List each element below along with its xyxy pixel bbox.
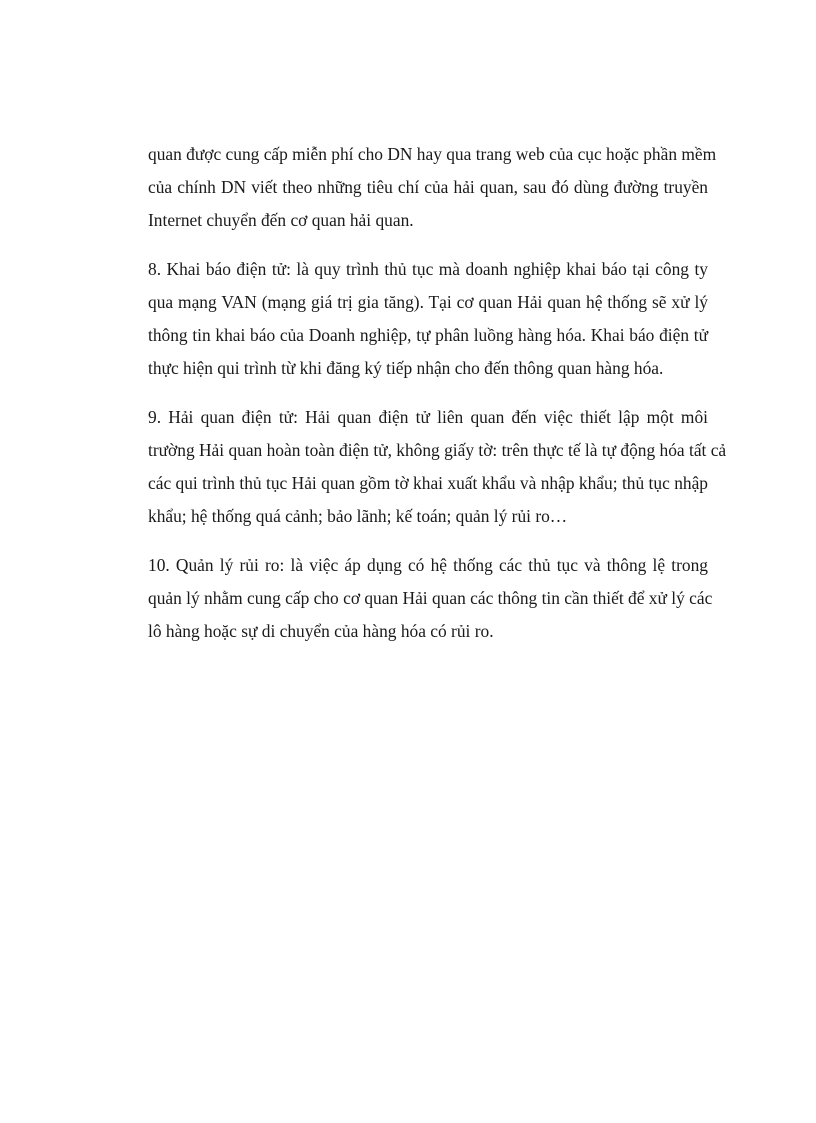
paragraph-line: của chính DN viết theo những tiêu chí của hải quan, sau đó dùng đường truyền: [148, 177, 708, 197]
paragraph-line: thực hiện qui trình từ khi đăng ký tiếp nhận cho đến thông quan hàng hóa.: [148, 358, 664, 378]
paragraph-line: [148, 258, 708, 280]
paragraph-line: quản lý nhằm cung cấp cho cơ quan Hải quan các thông tin cần thiết để xử lý các: [148, 588, 713, 608]
paragraph-line: quan được cung cấp miễn phí cho DN hay qua trang web của cục hoặc phần mềm: [148, 144, 717, 164]
paragraph-line: thông tin khai báo của Doanh nghiệp, tự phân luồng hàng hóa. Khai báo điện tử: [148, 325, 708, 345]
paragraph-line: 10. Quản lý rủi ro: là việc áp dụng có hệ thống các thủ tục và thông lệ trong: [148, 555, 708, 575]
paragraph-line: khẩu; hệ thống quá cảnh; bảo lãnh; kế toán; quản lý rủi ro…: [148, 506, 568, 526]
paragraph-line: Internet chuyển đến cơ quan hải quan.: [148, 210, 414, 230]
paragraph-line-text: 8. Khai báo điện tử: là quy trình thủ tục mà doanh nghiệp khai báo tại công ty: [148, 259, 708, 279]
paragraph-line: 9. Hải quan điện tử: Hải quan điện tử liên quan đến việc thiết lập một môi: [148, 407, 708, 427]
paragraph-line: qua mạng VAN (mạng giá trị gia tăng). Tại cơ quan Hải quan hệ thống sẽ xử lý: [148, 292, 708, 312]
paragraph-line: trường Hải quan hoàn toàn điện tử, không giấy tờ: trên thực tế là tự động hóa tất cả: [148, 440, 727, 460]
paragraph-line: các qui trình thủ tục Hải quan gồm tờ khai xuất khẩu và nhập khẩu; thủ tục nhập: [148, 473, 708, 493]
paragraph-line: lô hàng hoặc sự di chuyển của hàng hóa có rủi ro.: [148, 621, 494, 641]
